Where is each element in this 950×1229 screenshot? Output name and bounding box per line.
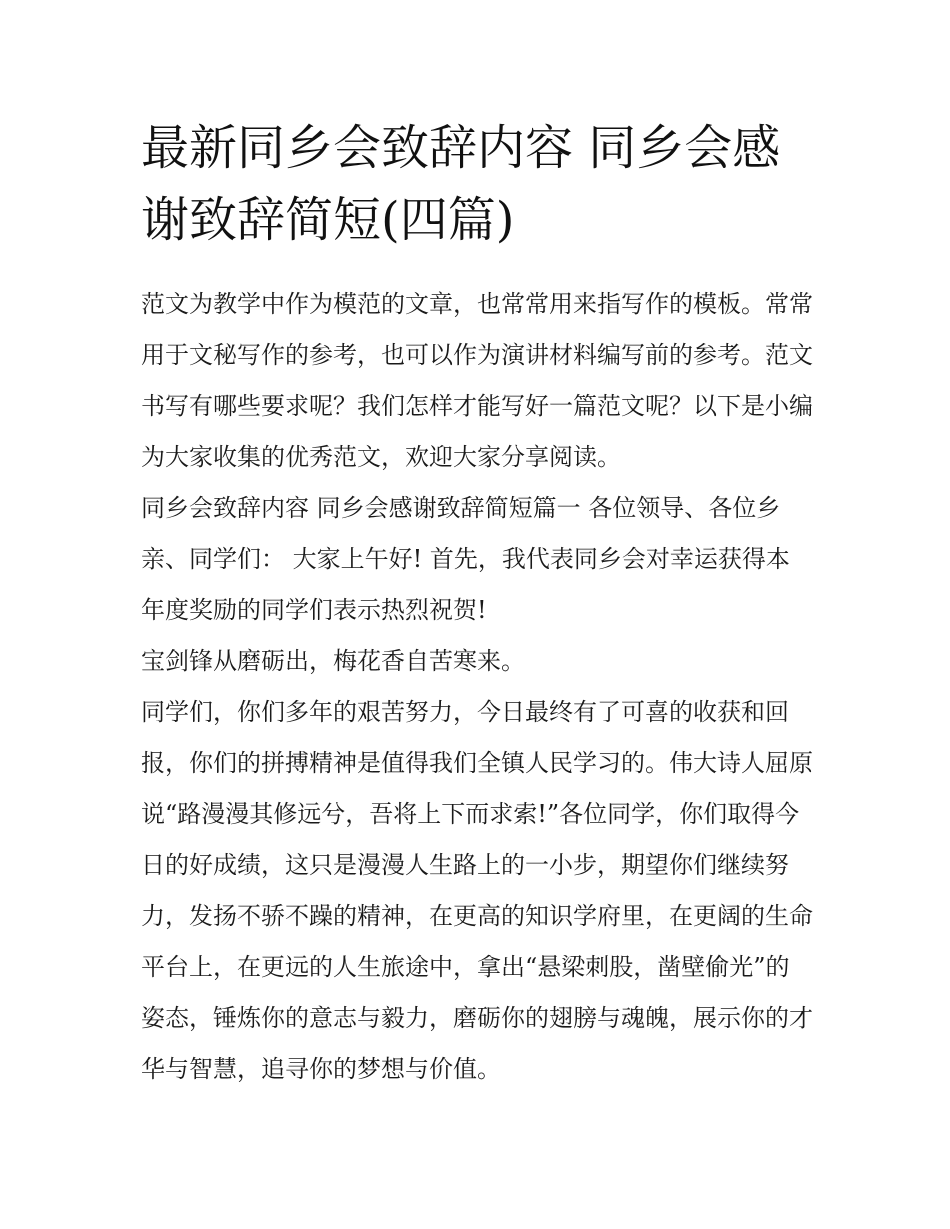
paragraph-intro: 范文为教学中作为模范的文章，也常常用来指写作的模板。常常用于文秘写作的参考，也可以作为演讲材料编写前的参考。范文书写有哪些要求呢？我们怎样才能写好一篇范文呢？以下是小编为大家收集的优秀范文，欢迎大家分享阅读。 (141, 290, 813, 471)
document-body (141, 279, 813, 1095)
paragraph-greeting: 同乡会致辞内容 同乡会感谢致辞简短篇一 各位领导、各位乡亲、同学们： 大家上午好! 首先，我代表同乡会对幸运获得本年度奖励的同学们表示热烈祝贺! (141, 494, 790, 624)
paragraph-encouragement: 同学们，你们多年的艰苦努力，今日最终有了可喜的收获和回报，你们的拼搏精神是值得我们全镇人民学习的。伟大诗人屈原说“路漫漫其修远兮，吾将上下而求索!”各位同学，你们取得今日的好成绩，这只是漫漫人生路上的一小步，期望你们继续努力，发扬不骄不躁的精神，在更高的知识学府里，在更阔的生命平台上，在更远的人生旅途中，拿出“悬梁刺股，凿壁偷光”的姿态，锤炼你的意志与毅力，磨砺你的翅膀与魂魄，展示你的才华与智慧，追寻你的梦想与价值。 (141, 698, 813, 1083)
document-title: 最新同乡会致辞内容 同乡会感谢致辞简短(四篇) (141, 120, 781, 248)
paragraph-proverb: 宝剑锋从磨砺出，梅花香自苦寒来。 (141, 647, 525, 675)
